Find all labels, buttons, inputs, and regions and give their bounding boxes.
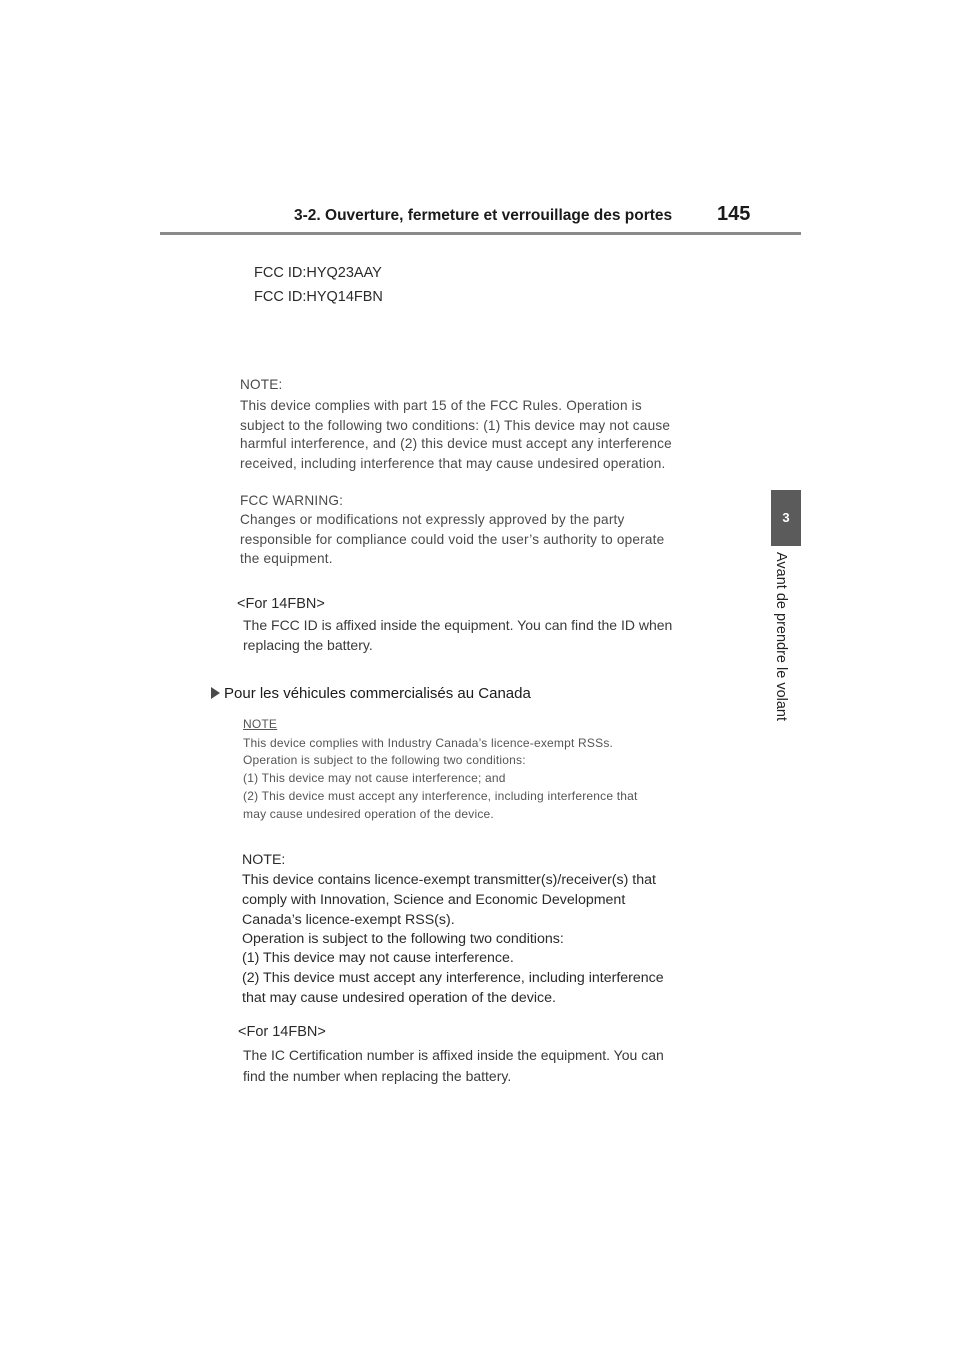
fcc-warning-line: responsible for compliance could void the user’s authority to operate bbox=[240, 532, 665, 547]
canada-note-line: (1) This device may not cause interference; and bbox=[243, 771, 506, 785]
canada-note2-line: comply with Innovation, Science and Economic Development bbox=[242, 892, 626, 908]
fcc-warning-line: Changes or modifications not expressly approved by the party bbox=[240, 512, 625, 527]
fcc-id-2: FCC ID:HYQ14FBN bbox=[254, 289, 383, 305]
canada-section-label: Pour les véhicules commercialisés au Canada bbox=[224, 685, 531, 702]
for-14fbn-tag-canada: <For 14FBN> bbox=[238, 1024, 326, 1040]
fcc-id-location-line: The FCC ID is affixed inside the equipment. You can find the ID when bbox=[243, 617, 673, 633]
chapter-tab: 3 bbox=[771, 490, 801, 546]
us-note-line: harmful interference, and (2) this device must accept any interference bbox=[240, 436, 672, 451]
canada-note-line: Operation is subject to the following two conditions: bbox=[243, 753, 526, 767]
page-number: 145 bbox=[717, 203, 751, 225]
canada-note-line: (2) This device must accept any interference, including interference that bbox=[243, 789, 638, 803]
fcc-id-location-line: replacing the battery. bbox=[243, 637, 373, 653]
canada-note2-line: Canada’s licence-exempt RSS(s). bbox=[242, 912, 455, 928]
canada-note-heading: NOTE bbox=[243, 717, 278, 731]
ic-number-location-line: The IC Certification number is affixed inside the equipment. You can bbox=[243, 1047, 664, 1063]
ic-number-location-line: find the number when replacing the battery. bbox=[243, 1068, 512, 1084]
section-title: 3-2. Ouverture, fermeture et verrouillage des portes bbox=[294, 207, 673, 224]
canada-note2-line: This device contains licence-exempt transmitter(s)/receiver(s) that bbox=[242, 872, 656, 888]
fcc-warning-heading: FCC WARNING: bbox=[240, 493, 344, 508]
for-14fbn-tag: <For 14FBN> bbox=[237, 596, 325, 612]
canada-note2-line: that may cause undesired operation of the device. bbox=[242, 990, 556, 1006]
canada-note2-heading: NOTE: bbox=[242, 852, 286, 868]
triangle-bullet-icon bbox=[211, 687, 220, 699]
canada-section-heading bbox=[211, 685, 531, 702]
header-divider bbox=[160, 232, 801, 235]
fcc-warning-line: the equipment. bbox=[240, 551, 333, 566]
us-note-line: received, including interference that may cause undesired operation. bbox=[240, 456, 666, 471]
canada-note2-line: (2) This device must accept any interference, including interference bbox=[242, 970, 664, 986]
canada-note2-line: (1) This device may not cause interference. bbox=[242, 950, 514, 966]
canada-note-line: may cause undesired operation of the device. bbox=[243, 807, 494, 821]
fcc-id-1: FCC ID:HYQ23AAY bbox=[254, 265, 382, 281]
us-note-line: This device complies with part 15 of the FCC Rules. Operation is bbox=[240, 398, 642, 413]
us-note-heading: NOTE: bbox=[240, 377, 283, 392]
canada-note2-line: Operation is subject to the following two conditions: bbox=[242, 931, 564, 947]
canada-note-line: This device complies with Industry Canada’s licence-exempt RSSs. bbox=[243, 736, 614, 750]
us-note-line: subject to the following two conditions: (1) This device may not cause bbox=[240, 418, 671, 433]
chapter-label: Avant de prendre le volant bbox=[773, 552, 789, 722]
